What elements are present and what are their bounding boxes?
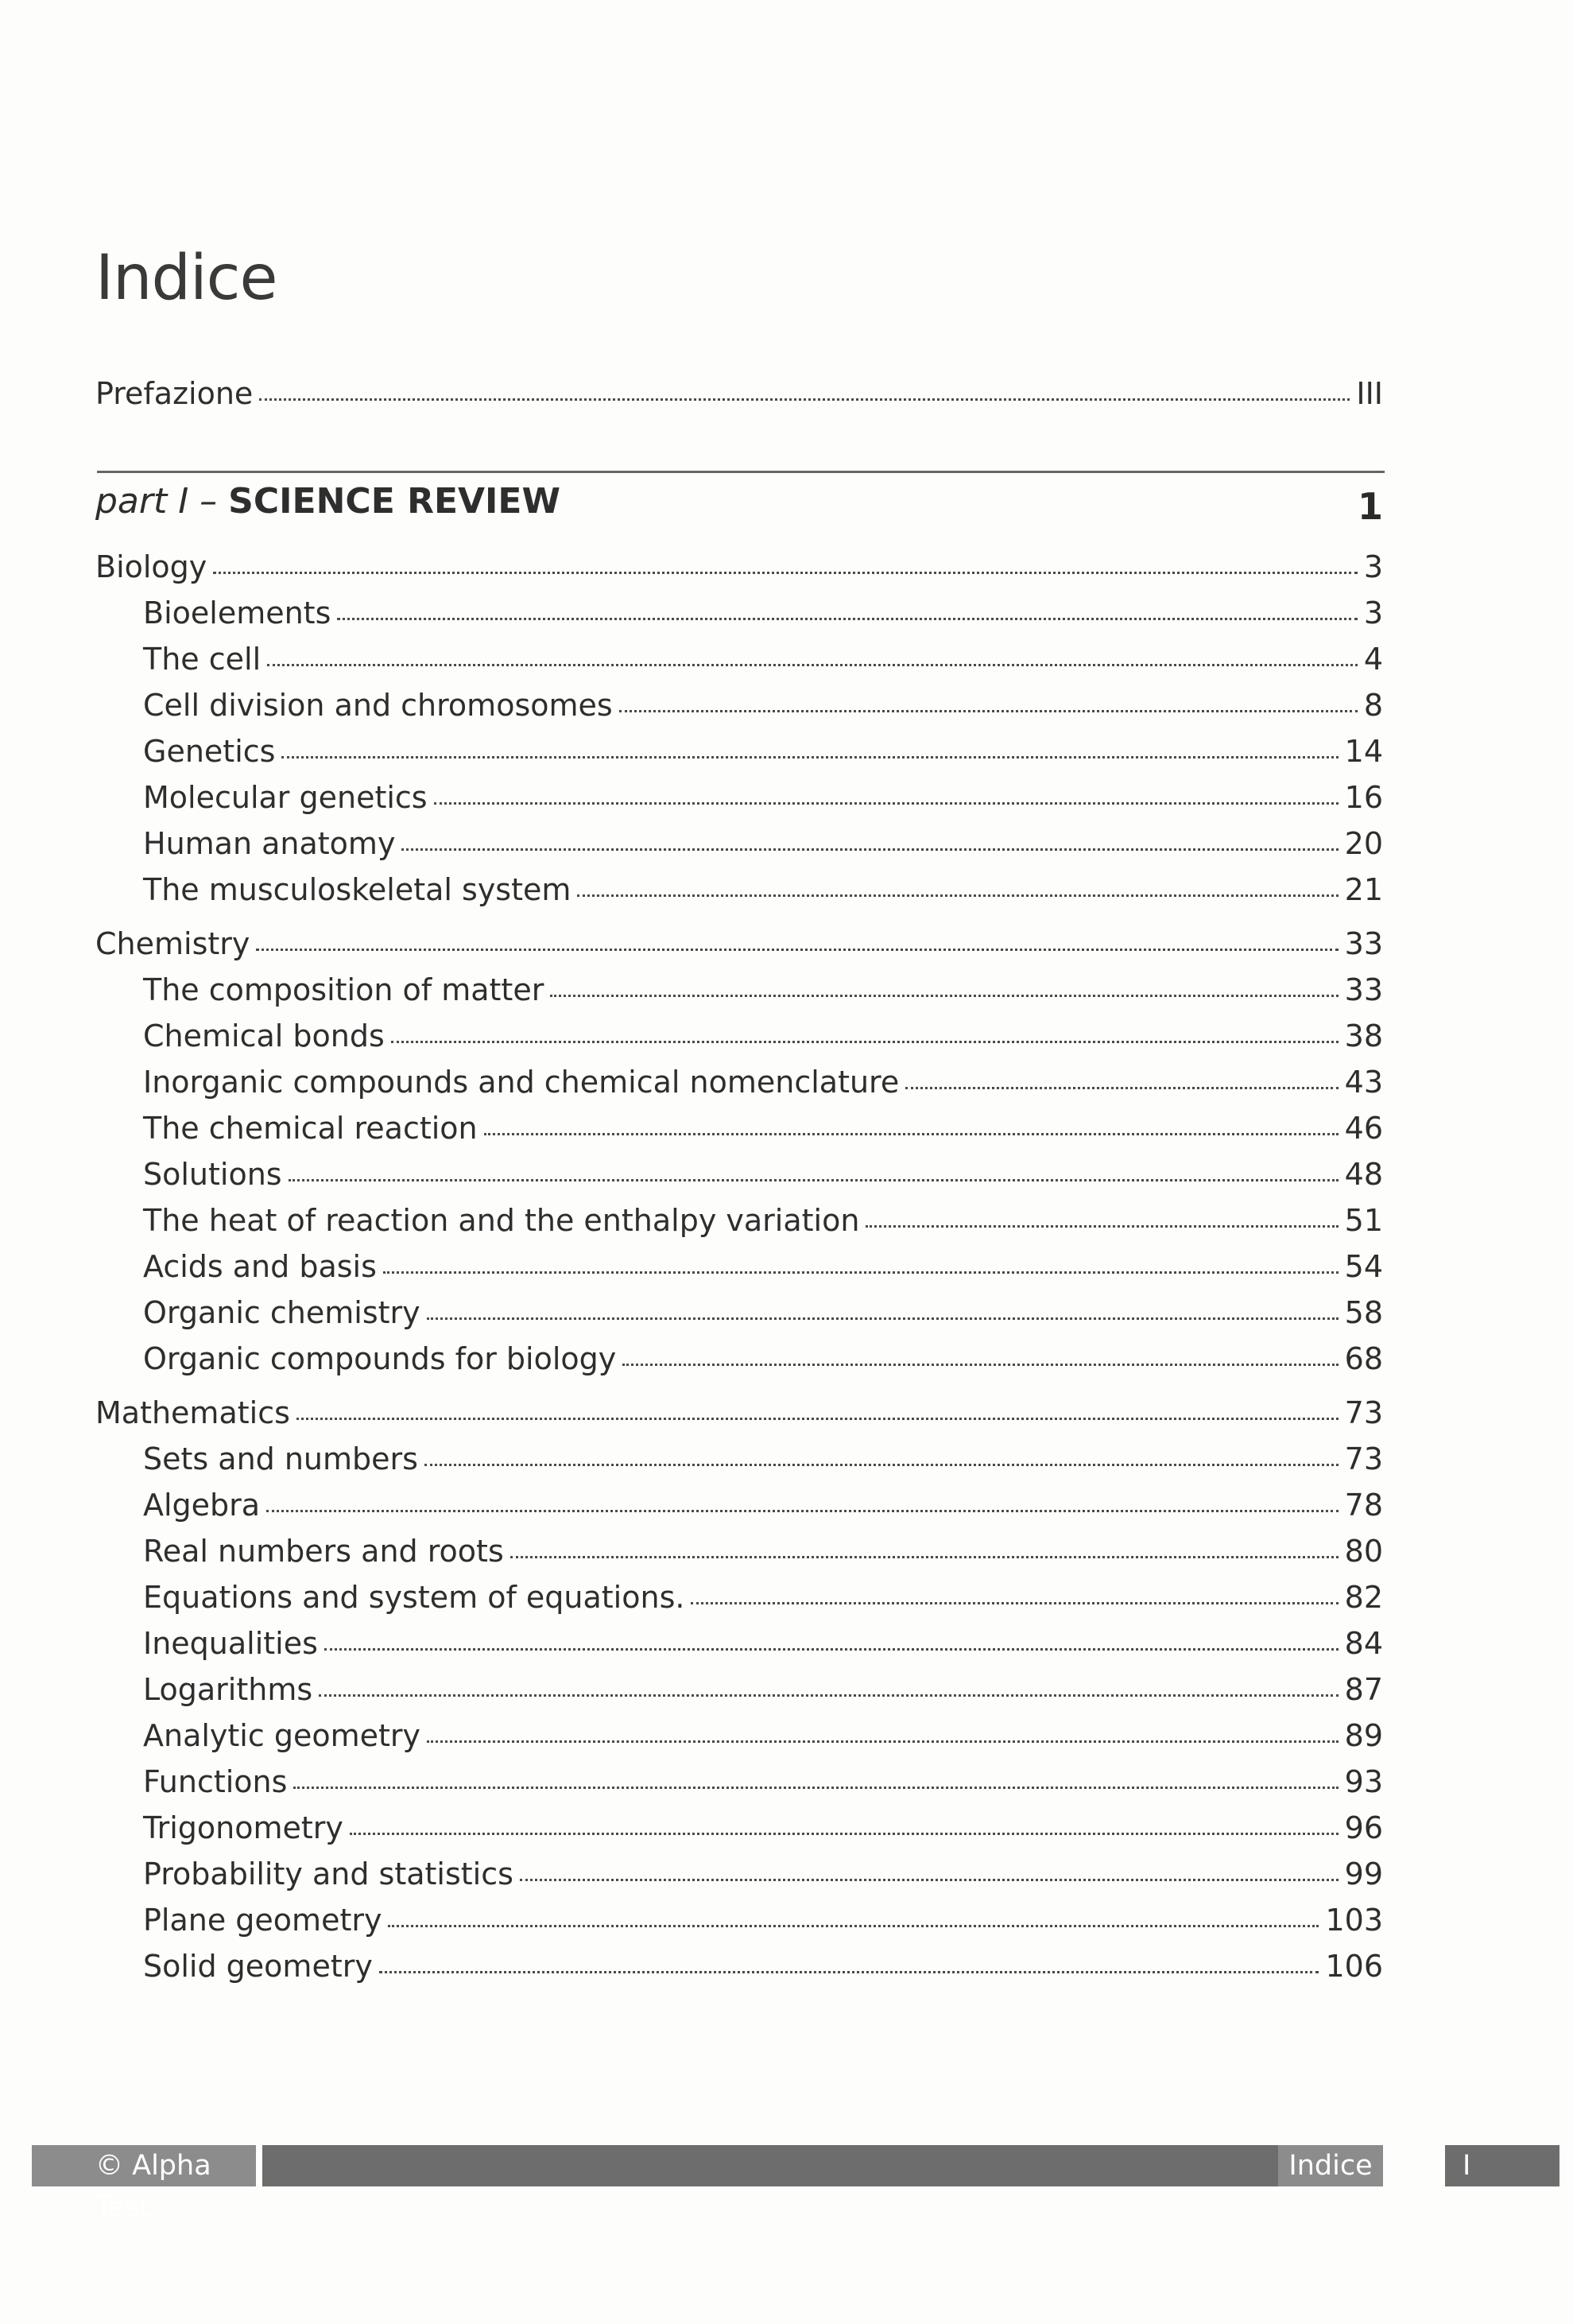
dot-leader — [484, 1133, 1339, 1135]
toc-entry-page: 99 — [1344, 1856, 1383, 1891]
toc-entry-label: The musculoskeletal system — [143, 872, 571, 907]
toc-entry-page: 43 — [1344, 1065, 1383, 1100]
part-name: SCIENCE REVIEW — [228, 481, 561, 522]
toc-entry[interactable] — [143, 1108, 1383, 1148]
toc-entry[interactable] — [143, 1577, 1383, 1617]
toc-entry-page: 4 — [1363, 642, 1383, 677]
toc-entry[interactable] — [143, 1854, 1383, 1894]
footer-section-label: Indice — [1278, 2145, 1383, 2186]
toc-entry-label: Molecular genetics — [143, 780, 428, 815]
dot-leader — [379, 1971, 1319, 1973]
toc-entry-page: 58 — [1344, 1295, 1383, 1330]
toc-entry-page: 48 — [1344, 1157, 1383, 1192]
footer-publisher: © Alpha Test — [32, 2145, 256, 2186]
dot-leader — [296, 1418, 1339, 1420]
dot-leader — [281, 756, 1338, 759]
dot-leader — [622, 1364, 1338, 1366]
toc-entry-preface[interactable] — [95, 374, 1383, 413]
toc-entry-label: Sets and numbers — [143, 1441, 418, 1476]
toc-entry-label: Functions — [143, 1764, 288, 1799]
toc-entry-label: Trigonometry — [143, 1810, 343, 1845]
toc-entry-label: Biology — [95, 549, 207, 584]
dot-leader — [510, 1556, 1339, 1558]
toc-section-chemistry[interactable] — [95, 924, 1383, 964]
toc-entry-page: 82 — [1344, 1580, 1383, 1615]
part-heading — [95, 474, 1383, 530]
toc-entry-page: 93 — [1344, 1764, 1383, 1799]
toc-entry-label: The composition of matter — [143, 972, 544, 1007]
toc-entry-page: 8 — [1363, 688, 1383, 723]
page-title: Indice — [95, 242, 277, 314]
dot-leader — [905, 1087, 1338, 1089]
toc-entry[interactable] — [143, 1808, 1383, 1848]
toc-entry-label: Chemical bonds — [143, 1018, 385, 1053]
toc-entry-page: 33 — [1344, 926, 1383, 961]
dot-leader — [213, 572, 1358, 574]
part-page: 1 — [1357, 485, 1383, 528]
dot-leader — [866, 1225, 1338, 1228]
toc-entry-label: Plane geometry — [143, 1903, 382, 1938]
toc-entry[interactable] — [143, 1339, 1383, 1379]
dot-leader — [256, 949, 1338, 951]
toc-entry-label: The heat of reaction and the enthalpy variation — [143, 1203, 860, 1238]
toc-entry-label: Acids and basis — [143, 1249, 377, 1284]
toc-entry-page: 14 — [1344, 734, 1383, 769]
toc-entry-page: 96 — [1344, 1810, 1383, 1845]
toc-entry[interactable] — [143, 1154, 1383, 1194]
toc-entry-page: 84 — [1344, 1626, 1383, 1661]
toc-entry[interactable] — [143, 685, 1383, 725]
toc-entry-label: Chemistry — [95, 926, 250, 961]
toc-entry-page: 3 — [1363, 596, 1383, 630]
toc-entry[interactable] — [143, 824, 1383, 863]
toc-entry-label: Solutions — [143, 1157, 282, 1192]
dot-leader — [401, 848, 1338, 851]
toc-entry-label: Real numbers and roots — [143, 1534, 504, 1569]
toc-entry[interactable] — [143, 1762, 1383, 1802]
toc-entry-label: Equations and system of equations. — [143, 1580, 685, 1615]
part-divider-rule — [97, 471, 1385, 473]
toc-entry-page: 106 — [1325, 1949, 1383, 1984]
toc-entry[interactable] — [143, 1531, 1383, 1571]
toc-entry[interactable] — [143, 970, 1383, 1010]
dot-leader — [427, 1740, 1339, 1743]
toc-entry-label: Probability and statistics — [143, 1856, 513, 1891]
toc-entry[interactable] — [143, 1062, 1383, 1102]
toc-entry[interactable] — [143, 731, 1383, 771]
toc-entry-page: 33 — [1344, 972, 1383, 1007]
toc-entry-label: Algebra — [143, 1488, 261, 1523]
dot-leader — [427, 1317, 1339, 1320]
toc-entry[interactable] — [143, 1624, 1383, 1663]
toc-entry[interactable] — [143, 593, 1383, 633]
toc-entry[interactable] — [143, 1900, 1383, 1940]
toc-entry[interactable] — [143, 1439, 1383, 1479]
toc-entry[interactable] — [143, 1247, 1383, 1286]
toc-entry-page: 21 — [1344, 872, 1383, 907]
toc-entry-page: 103 — [1325, 1903, 1383, 1938]
toc-entry[interactable] — [143, 1016, 1383, 1056]
dot-leader — [424, 1464, 1339, 1466]
toc-section-mathematics[interactable] — [95, 1393, 1383, 1433]
toc-entry-label: Logarithms — [143, 1672, 313, 1707]
dot-leader — [350, 1833, 1339, 1835]
toc-entry[interactable] — [143, 1946, 1383, 1986]
toc-entry-label: Organic compounds for biology — [143, 1341, 617, 1376]
dot-leader — [391, 1041, 1339, 1043]
dot-leader — [520, 1879, 1339, 1881]
dot-leader — [319, 1694, 1339, 1697]
toc-entry-page: 54 — [1344, 1249, 1383, 1284]
dot-leader — [383, 1271, 1339, 1274]
toc-entry[interactable] — [143, 1716, 1383, 1756]
dot-leader — [337, 618, 1357, 620]
toc-entry-label: Genetics — [143, 734, 276, 769]
toc-entry-label: Inorganic compounds and chemical nomenclature — [143, 1065, 900, 1100]
toc-entry-page: 80 — [1344, 1534, 1383, 1569]
toc-entry-label: Mathematics — [95, 1395, 290, 1430]
toc-entry-page: 51 — [1344, 1203, 1383, 1238]
toc-entry-page: 89 — [1344, 1718, 1383, 1753]
dot-leader — [691, 1602, 1338, 1604]
toc-entry[interactable] — [143, 639, 1383, 679]
toc-entry-page: 78 — [1344, 1488, 1383, 1523]
dot-leader — [266, 1510, 1339, 1512]
toc-entry-label: Analytic geometry — [143, 1718, 420, 1753]
footer-page-number: I — [1445, 2145, 1559, 2186]
toc-entry-page: 3 — [1363, 549, 1383, 584]
toc-entry-page: 68 — [1344, 1341, 1383, 1376]
toc-entry-label: Human anatomy — [143, 826, 396, 861]
toc-entry-page: 20 — [1344, 826, 1383, 861]
toc-entry-page: 87 — [1344, 1672, 1383, 1707]
toc-entry[interactable] — [143, 778, 1383, 817]
toc-entry-label: Organic chemistry — [143, 1295, 420, 1330]
dot-leader — [259, 398, 1350, 401]
toc-entry-label: Cell division and chromosomes — [143, 688, 613, 723]
footer-divider — [256, 2145, 262, 2186]
dot-leader — [388, 1925, 1319, 1927]
dot-leader — [267, 664, 1358, 666]
toc-entry-label: Prefazione — [95, 376, 254, 411]
toc-entry-label: Solid geometry — [143, 1949, 373, 1984]
toc-entry-label: Bioelements — [143, 596, 331, 630]
dot-leader — [289, 1179, 1339, 1181]
toc-entry-page: 16 — [1344, 780, 1383, 815]
toc-entry-page: III — [1356, 376, 1383, 411]
toc-entry-label: The chemical reaction — [143, 1111, 478, 1146]
toc-entry[interactable] — [143, 870, 1383, 910]
toc-entry-page: 73 — [1344, 1441, 1383, 1476]
dot-leader — [577, 894, 1338, 897]
dot-leader — [293, 1787, 1338, 1789]
dot-leader — [324, 1648, 1339, 1651]
dot-leader — [434, 802, 1339, 805]
toc-entry[interactable] — [143, 1485, 1383, 1525]
toc-entry[interactable] — [143, 1670, 1383, 1709]
toc-entry[interactable] — [143, 1293, 1383, 1333]
toc-entry-page: 46 — [1344, 1111, 1383, 1146]
toc-entry[interactable] — [143, 1201, 1383, 1240]
toc-entry-label: Inequalities — [143, 1626, 318, 1661]
toc-entry-label: The cell — [143, 642, 262, 677]
toc-entry-page: 73 — [1344, 1395, 1383, 1430]
toc-section-biology[interactable] — [95, 547, 1383, 587]
toc-entry-page: 38 — [1344, 1018, 1383, 1053]
dot-leader — [619, 710, 1358, 712]
part-prefix: part I – — [95, 481, 229, 522]
dot-leader — [550, 995, 1338, 997]
